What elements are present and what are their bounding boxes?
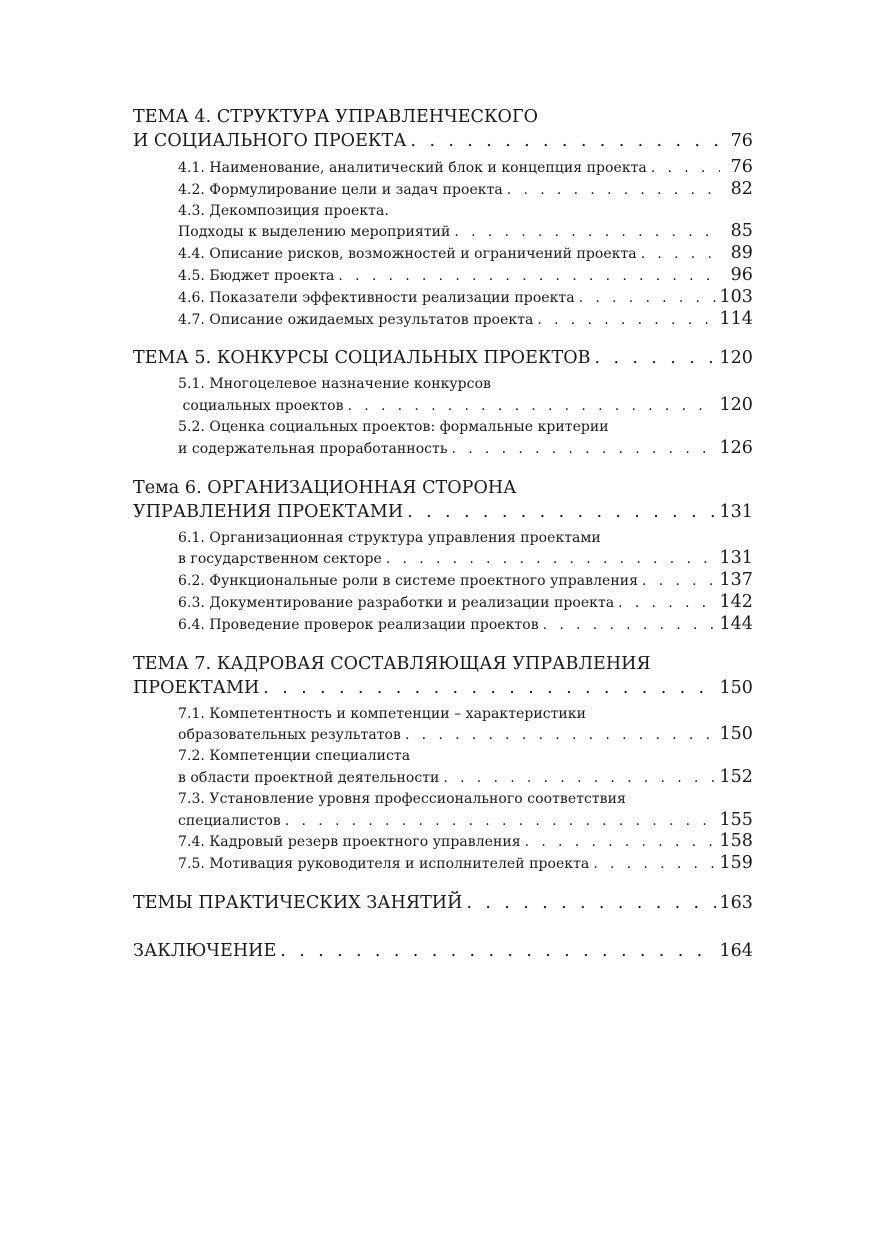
toc-entry bbox=[133, 810, 753, 832]
toc-entry bbox=[133, 548, 753, 570]
entry-title-line: 7.2. Компетенции специалиста bbox=[178, 748, 411, 765]
section-title: УПРАВЛЕНИЯ ПРОЕКТАМИ bbox=[133, 501, 404, 522]
toc-entry bbox=[133, 570, 753, 592]
toc-section-5 bbox=[133, 346, 753, 459]
page-number: 131 bbox=[719, 548, 753, 569]
page-number: 144 bbox=[719, 613, 753, 634]
leader-dots bbox=[651, 158, 720, 179]
leader-dots bbox=[405, 725, 716, 746]
section-title: ТЕМА 5. КОНКУРСЫ СОЦИАЛЬНЫХ ПРОЕКТОВ bbox=[133, 348, 591, 369]
entry-title: 4.7. Описание ожидаемых результатов проекта bbox=[178, 311, 534, 328]
toc-entry bbox=[133, 831, 753, 853]
leader-dots bbox=[507, 180, 720, 201]
entry-title: 7.5. Мотивация руководителя и исполнителей проекта bbox=[178, 856, 590, 873]
toc-entry bbox=[133, 767, 753, 789]
leader-dots bbox=[280, 939, 716, 963]
section-title-entry bbox=[133, 346, 753, 370]
page-number: 120 bbox=[719, 395, 753, 416]
leader-dots bbox=[579, 288, 717, 309]
entry-title: в государственном секторе bbox=[178, 551, 382, 568]
entry-title: 4.2. Формулирование цели и задач проекта bbox=[178, 181, 503, 198]
section-title-line: ТЕМА 7. КАДРОВАЯ СОСТАВЛЯЮЩАЯ УПРАВЛЕНИЯ bbox=[133, 653, 651, 674]
leader-dots bbox=[386, 549, 717, 570]
entry-title: в области проектной деятельности bbox=[178, 769, 440, 786]
entry-title: Подходы к выделению мероприятий bbox=[178, 224, 451, 241]
section-title-entry bbox=[133, 129, 753, 153]
section-title: ТЕМЫ ПРАКТИЧЕСКИХ ЗАНЯТИЙ bbox=[133, 892, 463, 913]
entry-title-line: 4.3. Декомпозиция проекта. bbox=[178, 202, 389, 219]
page-number: 150 bbox=[719, 724, 753, 745]
leader-dots bbox=[348, 396, 717, 417]
entry-title: социальных проектов bbox=[178, 398, 344, 415]
page-number: 96 bbox=[730, 264, 753, 285]
toc-entry bbox=[133, 309, 753, 331]
page-number: 159 bbox=[719, 853, 753, 874]
page-number: 126 bbox=[719, 437, 753, 458]
entry-title-line: 5.2. Оценка социальных проектов: формальные критерии bbox=[178, 418, 609, 435]
toc-section-6 bbox=[133, 476, 753, 636]
page-number: 142 bbox=[719, 591, 753, 612]
page-number: 163 bbox=[719, 892, 753, 913]
leader-dots bbox=[642, 571, 716, 592]
section-title-entry bbox=[133, 676, 753, 700]
section-title-line: Тема 6. ОРГАНИЗАЦИОННАЯ СТОРОНА bbox=[133, 477, 517, 498]
toc-entry bbox=[133, 179, 753, 201]
page-number: 158 bbox=[719, 831, 753, 852]
leader-dots bbox=[454, 222, 720, 243]
toc-entry bbox=[133, 853, 753, 875]
toc-conclusion-entry bbox=[133, 939, 753, 963]
toc-entry bbox=[133, 592, 753, 614]
leader-dots bbox=[263, 676, 716, 700]
entry-title: 7.4. Кадровый резерв проектного управления bbox=[178, 834, 521, 851]
toc-entry bbox=[133, 265, 753, 287]
toc-section-4 bbox=[133, 105, 753, 330]
leader-dots bbox=[411, 129, 720, 153]
section-title: И СОЦИАЛЬНОГО ПРОЕКТА bbox=[133, 131, 407, 151]
toc-entry bbox=[133, 438, 753, 460]
page-number: 137 bbox=[719, 570, 753, 591]
entry-title: 4.1. Наименование, аналитический блок и концепция проекта bbox=[178, 160, 647, 176]
page-number: 120 bbox=[719, 348, 753, 369]
toc-entry bbox=[133, 724, 753, 746]
page-number: 114 bbox=[719, 308, 753, 329]
leader-dots bbox=[443, 768, 716, 789]
entry-title: 4.4. Описание рисков, возможностей и ограничений проекта bbox=[178, 246, 637, 263]
page-number: 164 bbox=[719, 940, 753, 961]
page-number: 155 bbox=[719, 809, 753, 830]
section-title-line: ТЕМА 4. СТРУКТУРА УПРАВЛЕНЧЕСКОГО bbox=[133, 107, 538, 127]
leader-dots bbox=[595, 346, 717, 370]
section-title-entry bbox=[133, 500, 753, 524]
entry-title: 4.5. Бюджет проекта bbox=[178, 267, 335, 284]
toc-entry bbox=[133, 287, 753, 309]
toc-entry bbox=[133, 221, 753, 243]
leader-dots bbox=[338, 266, 720, 287]
section-title: ПРОЕКТАМИ bbox=[133, 677, 260, 698]
page-number: 82 bbox=[730, 178, 753, 199]
entry-title: специалистов bbox=[178, 812, 281, 829]
table-of-contents bbox=[133, 105, 753, 963]
leader-dots bbox=[466, 891, 716, 915]
page-number: 150 bbox=[719, 677, 753, 698]
leader-dots bbox=[407, 500, 716, 524]
page-number: 76 bbox=[730, 131, 753, 151]
entry-title-line: 6.1. Организационная структура управления проектами bbox=[178, 529, 601, 546]
leader-dots bbox=[525, 832, 717, 853]
toc-practice-entry bbox=[133, 891, 753, 915]
leader-dots bbox=[543, 615, 717, 636]
leader-dots bbox=[641, 244, 720, 265]
entry-title: образовательных результатов bbox=[178, 727, 401, 744]
section-title: ЗАКЛЮЧЕНИЕ bbox=[133, 940, 277, 961]
toc-entry bbox=[133, 614, 753, 636]
entry-title: 6.3. Документирование разработки и реализации проекта bbox=[178, 594, 615, 611]
page-number: 76 bbox=[730, 157, 753, 177]
entry-title-line: 5.1. Многоцелевое назначение конкурсов bbox=[178, 376, 491, 393]
leader-dots bbox=[593, 854, 716, 875]
page-number: 152 bbox=[719, 766, 753, 787]
entry-title-line: 7.3. Установление уровня профессионального соответствия bbox=[178, 790, 626, 807]
toc-entry bbox=[133, 395, 753, 417]
toc-section-7 bbox=[133, 652, 753, 875]
entry-title: 4.6. Показатели эффективности реализации проекта bbox=[178, 289, 575, 306]
entry-title: и содержательная проработанность bbox=[178, 440, 448, 457]
leader-dots bbox=[537, 310, 716, 331]
toc-entry bbox=[133, 243, 753, 265]
entry-title: 6.2. Функциональные роли в системе проектного управления bbox=[178, 573, 639, 590]
leader-dots bbox=[618, 593, 716, 614]
page-number: 103 bbox=[719, 286, 753, 307]
toc-entry bbox=[133, 157, 753, 179]
leader-dots bbox=[285, 811, 717, 832]
entry-title: 6.4. Проведение проверок реализации проектов bbox=[178, 616, 539, 633]
page-number: 85 bbox=[730, 221, 753, 242]
leader-dots bbox=[452, 439, 717, 460]
page-number: 89 bbox=[730, 243, 753, 264]
page-number: 131 bbox=[719, 501, 753, 522]
entry-title-line: 7.1. Компетентность и компетенции – характеристики bbox=[178, 705, 586, 722]
